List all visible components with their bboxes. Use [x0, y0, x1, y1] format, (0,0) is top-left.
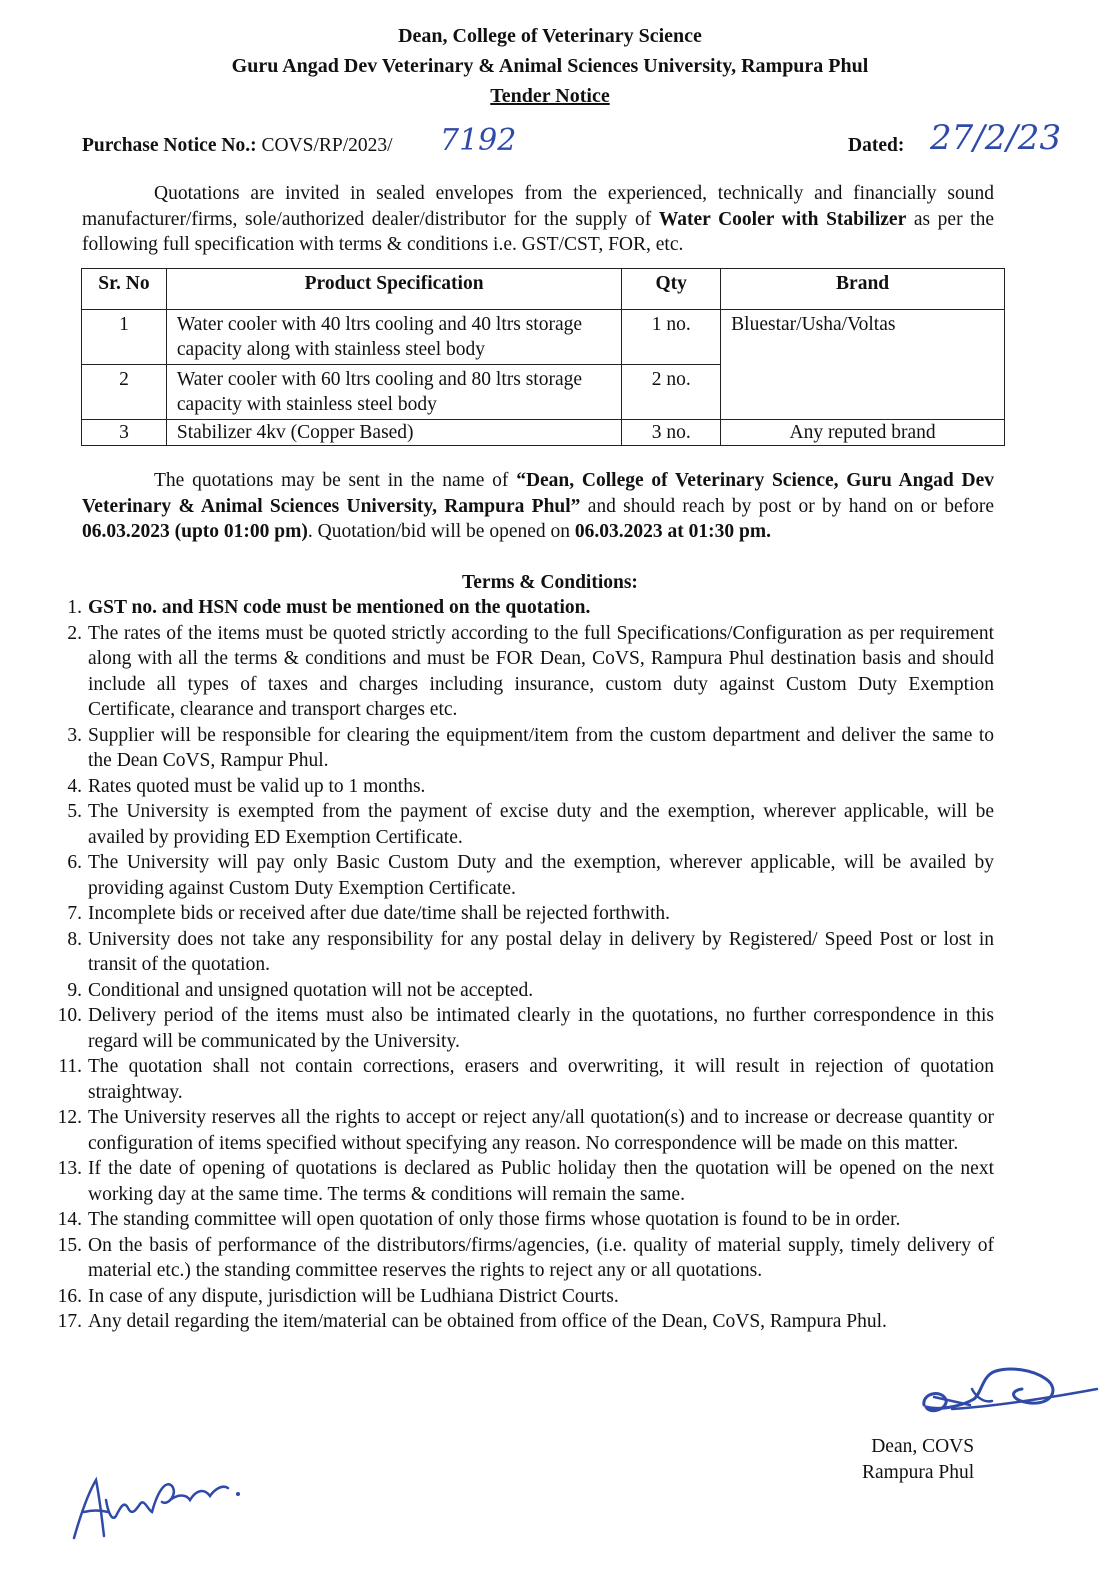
term-item	[50, 1054, 994, 1105]
term-number: 14.	[57, 1209, 82, 1230]
term-item	[50, 850, 994, 901]
qty-cell: 1 no.	[622, 310, 721, 365]
term-text: The University is exempted from the payment of excise duty and the exemption, wherever applicable, will be availed by providing ED Exemption Certificate.	[88, 801, 994, 848]
spec-cell: Water cooler with 40 ltrs cooling and 40 ltrs storage capacity along with stainless steel body	[166, 310, 621, 365]
term-text: Incomplete bids or received after due date/time shall be rejected forthwith.	[88, 903, 671, 924]
term-number: 7.	[67, 903, 82, 924]
term-number: 3.	[67, 724, 82, 746]
table-header-row	[82, 269, 1005, 310]
table-row	[82, 420, 1005, 446]
term-text: In case of any dispute, jurisdiction will be Ludhiana District Courts.	[88, 1285, 619, 1307]
header-title	[0, 84, 1100, 110]
term-item	[50, 1003, 994, 1054]
term-number: 8.	[67, 928, 82, 950]
term-item	[50, 927, 994, 978]
sr-cell: 2	[82, 365, 167, 420]
term-item	[50, 621, 994, 723]
table-row	[82, 310, 1005, 365]
term-number: 9.	[67, 979, 82, 1001]
term-number: 16.	[57, 1285, 82, 1307]
term-text: The standing committee will open quotation of only those firms whose quotation is found to be in order.	[88, 1209, 901, 1230]
terms-list	[50, 595, 994, 1335]
term-item	[50, 1207, 994, 1233]
intro-paragraph: Quotations are invited in sealed envelopes from the experienced, technically and financially sound manufacturer/firms, sole/authorized dealer/distributor for the supply of Water Cooler with Stabilizer as per the following full specification with terms & conditions i.e. GST/CST, FOR, etc.	[82, 183, 995, 255]
term-number: 11.	[58, 1056, 82, 1077]
column-header: Product Specification	[166, 269, 621, 310]
initials-signature	[62, 1460, 252, 1550]
sr-cell: 1	[82, 310, 167, 365]
term-text: If the date of opening of quotations is declared as Public holiday then the quotation will be opened on the next working day at the same time. The terms & conditions will remain the same.	[88, 1158, 994, 1205]
term-item	[50, 1156, 994, 1207]
tender-notice-title: Tender Notice	[490, 85, 610, 107]
dated-label: Dated:	[848, 135, 905, 156]
spec-cell: Water cooler with 60 ltrs cooling and 80 ltrs storage capacity with stainless steel body	[166, 365, 621, 420]
term-number: 4.	[67, 775, 82, 797]
spec-cell: Stabilizer 4kv (Copper Based)	[166, 420, 621, 446]
term-item	[50, 1233, 994, 1284]
term-item	[50, 1105, 994, 1156]
term-text: The quotation shall not contain corrections, erasers and overwriting, it will result in rejection of quotation straightway.	[88, 1056, 994, 1103]
handwritten-date: 27/2/23	[930, 118, 1062, 158]
column-header: Qty	[622, 269, 721, 310]
signatory-title: Dean, COVS	[871, 1436, 975, 1457]
purchase-notice-number: COVS/RP/2023/	[261, 135, 393, 156]
brand-cell: Bluestar/Usha/Voltas	[721, 310, 1005, 420]
addressee: “Dean, College of Veterinary Science, Guru Angad Dev Veterinary & Animal Sciences University, Rampura Phul”	[82, 470, 994, 517]
specification-table	[81, 268, 1005, 446]
term-number: 17.	[57, 1311, 82, 1332]
term-number: 1.	[67, 597, 82, 618]
submission-paragraph: The quotations may be sent in the name of “Dean, College of Veterinary Science, Guru Angad Dev Veterinary & Animal Sciences University, Rampura Phul” and should reach by post or by hand on or before 06.03.2023 (upto 01:00 pm). Quotation/bid will be opened on 06.03.2023 at 01:30 pm.	[82, 470, 994, 542]
term-number: 10.	[57, 1005, 82, 1026]
term-text: The University will pay only Basic Custom Duty and the exemption, wherever applicable, will be availed by providing against Custom Duty Exemption Certificate.	[88, 852, 994, 899]
item-name: Water Cooler with Stabilizer	[658, 208, 907, 230]
purchase-notice	[82, 133, 393, 159]
term-number: 12.	[57, 1107, 82, 1128]
term-text: Supplier will be responsible for clearing the equipment/item from the custom department and deliver the same to the Dean CoVS, Rampur Phul.	[88, 724, 994, 771]
term-text: Rates quoted must be valid up to 1 months.	[88, 775, 426, 797]
due-date: 06.03.2023 (upto 01:00 pm)	[82, 521, 308, 542]
column-header: Brand	[721, 269, 1005, 310]
term-item	[50, 901, 994, 927]
term-item	[50, 1284, 994, 1310]
term-number: 6.	[67, 852, 82, 873]
term-text: GST no. and HSN code must be mentioned on the quotation.	[88, 597, 591, 618]
qty-cell: 2 no.	[622, 365, 721, 420]
purchase-notice-label: Purchase Notice No.:	[82, 135, 257, 156]
term-text: Conditional and unsigned quotation will not be accepted.	[88, 979, 534, 1001]
term-item	[50, 723, 994, 774]
signatory	[862, 1434, 974, 1485]
column-header: Sr. No	[82, 269, 167, 310]
header-line-1: Dean, College of Veterinary Science	[398, 25, 702, 47]
term-item	[50, 595, 994, 621]
term-text: University does not take any responsibility for any postal delay in delivery by Registered/ Speed Post or lost in transit of the quotation.	[88, 928, 994, 975]
term-text: On the basis of performance of the distributors/firms/agencies, (i.e. quality of material supply, timely delivery of material etc.) the standing committee reserves the rights to reject any or all quotations.	[88, 1234, 994, 1281]
terms-title: Terms & Conditions:	[462, 572, 638, 593]
term-item	[50, 799, 994, 850]
handwritten-notice-number: 7192	[440, 123, 517, 158]
term-number: 2.	[67, 622, 82, 644]
term-number: 13.	[57, 1158, 82, 1179]
brand-cell: Any reputed brand	[721, 420, 1005, 446]
qty-cell: 3 no.	[622, 420, 721, 446]
term-text: The rates of the items must be quoted strictly according to the full Specifications/Configuration as per requirement along with all the terms & conditions and must be FOR Dean, CoVS, Rampura Phul destination basis and should include all types of taxes and charges including insurance, custom duty against Custom Duty Exemption Certificate, clearance and transport charges etc.	[88, 622, 994, 720]
term-item	[50, 978, 994, 1004]
header-line-2: Guru Angad Dev Veterinary & Animal Sciences University, Rampura Phul	[231, 55, 869, 77]
opening-date: 06.03.2023 at 01:30 pm.	[574, 521, 771, 542]
term-text: The University reserves all the rights to accept or reject any/all quotation(s) and to increase or decrease quantity or configuration of items specified without specifying any reason. No correspondence will be made on this matter.	[88, 1107, 994, 1154]
signatory-place: Rampura Phul	[862, 1461, 975, 1483]
term-number: 5.	[67, 801, 82, 822]
term-item	[50, 1309, 994, 1335]
sr-cell: 3	[82, 420, 167, 446]
term-item	[50, 774, 994, 800]
dean-signature	[912, 1345, 1100, 1435]
term-number: 15.	[57, 1234, 82, 1256]
term-text: Delivery period of the items must also be intimated clearly in the quotations, no further correspondence in this regard will be communicated by the University.	[88, 1005, 994, 1052]
term-text: Any detail regarding the item/material can be obtained from office of the Dean, CoVS, Rampura Phul.	[88, 1311, 887, 1332]
